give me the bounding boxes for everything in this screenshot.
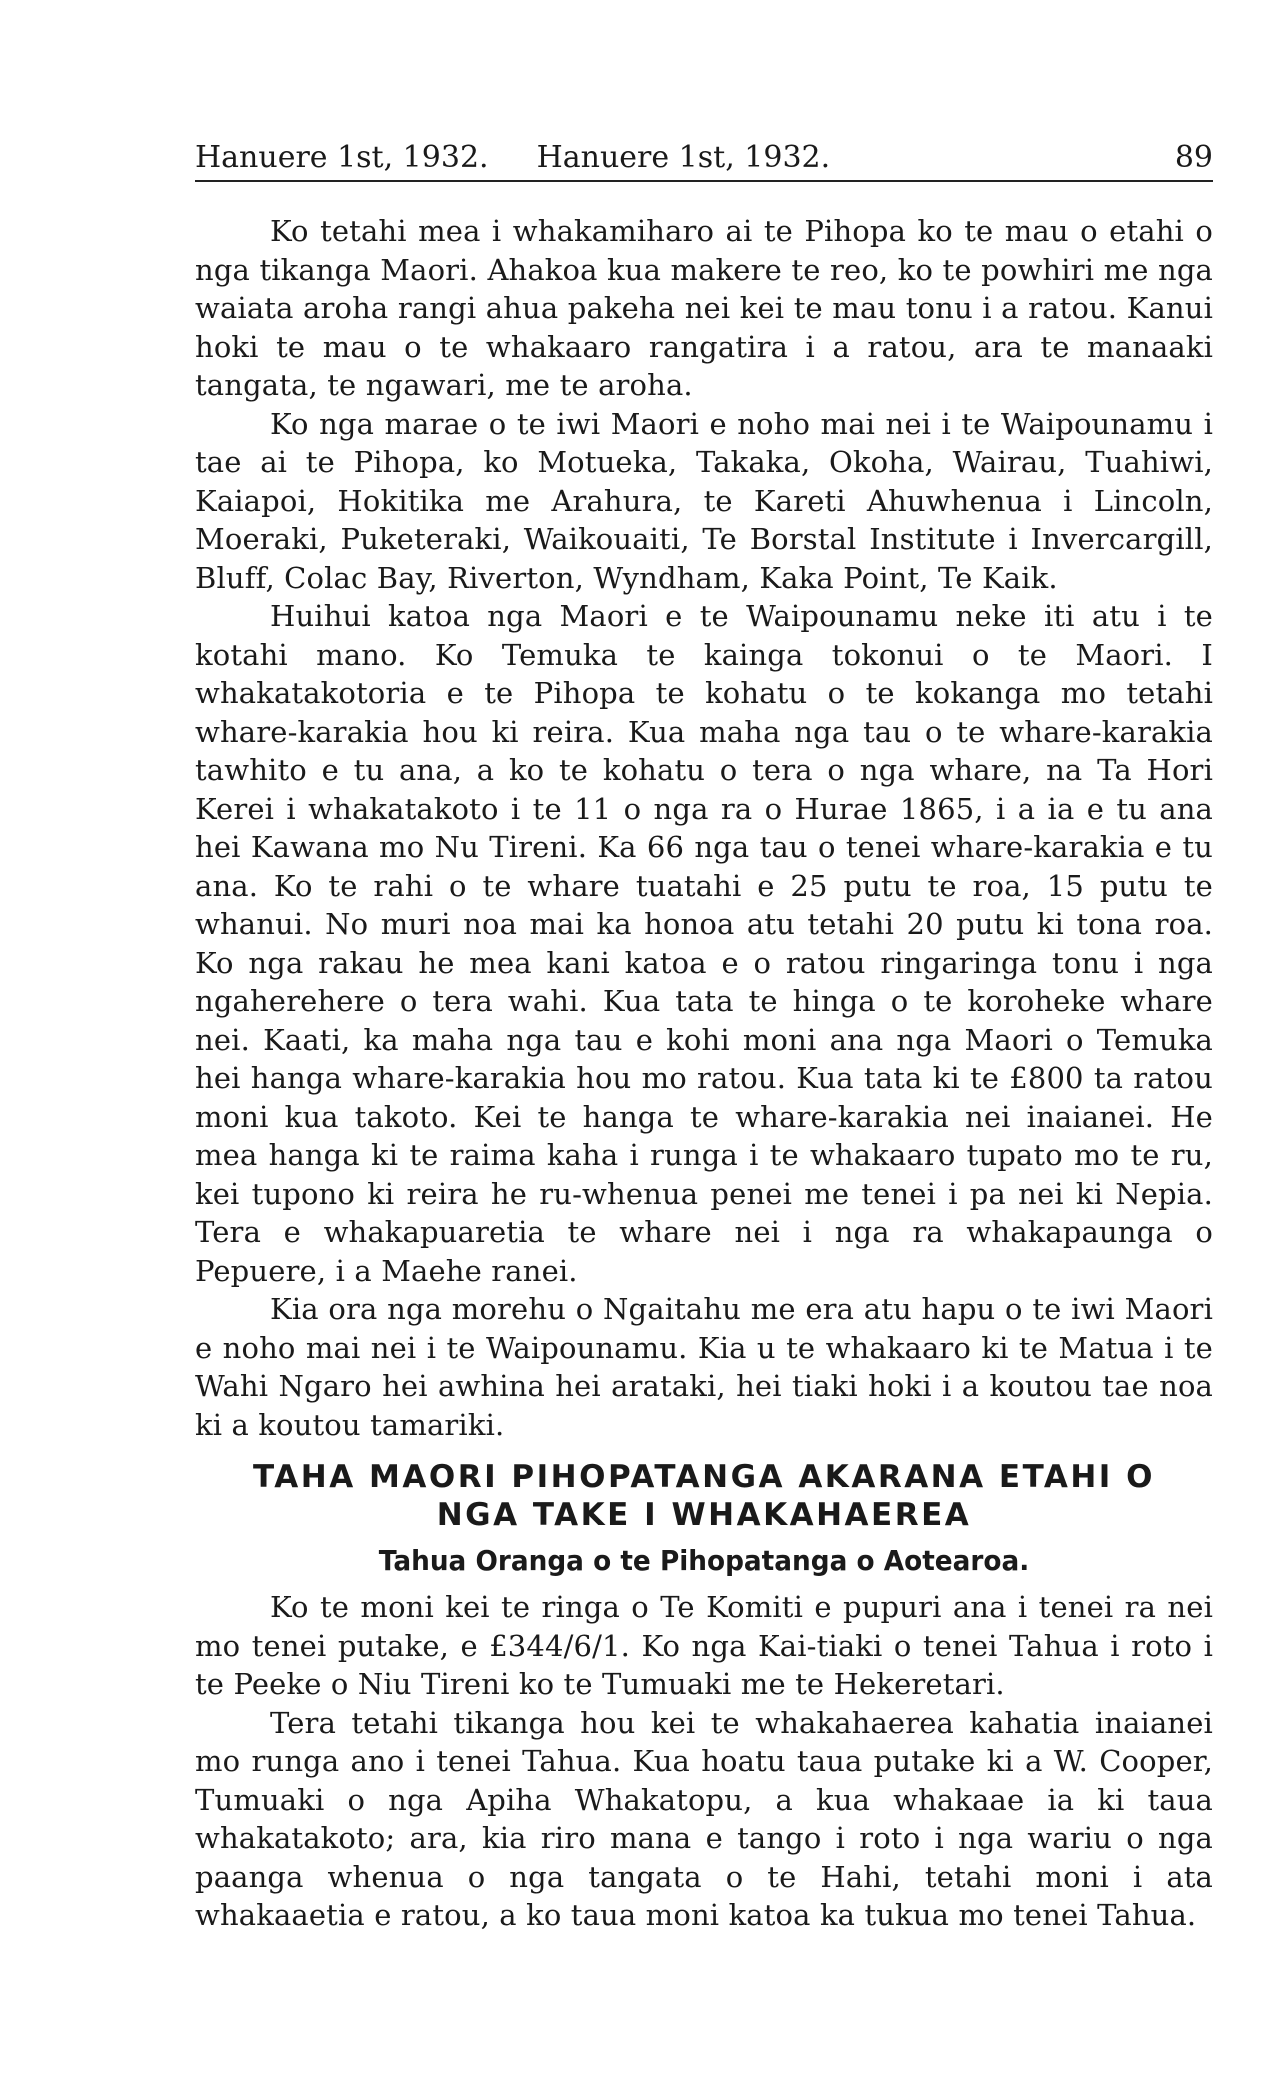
document-page	[195, 140, 1213, 1935]
section-heading	[195, 1458, 1213, 1534]
article-body	[195, 212, 1213, 1935]
running-title-second: Hanuere 1st, 1932.	[536, 140, 831, 175]
section-paragraph-2: Tera tetahi tikanga hou kei te whakahaerea kahatia inaianei mo runga ano i tenei Tahua. Kua hoatu taua putake ki a W. Cooper, Tumuaki o nga Apiha Whakatopu, a kua whakaae ia ki taua whakatakoto; ara, kia riro mana e tango i roto i nga wariu o nga paanga whenua o nga tangata o te Hahi, tetahi moni i ata whakaaetia e ratou, a ko taua moni katoa ka tukua mo tenei Tahua.	[195, 1705, 1213, 1932]
running-title-first: Hanuere 1st, 1932.	[195, 140, 489, 175]
paragraph-4: Kia ora nga morehu o Ngaitahu me era atu hapu o te iwi Maori e noho mai nei i te Waipounamu. Kia u te whakaaro ki te Matua i te Wahi Ngaro hei awhina hei arataki, hei tiaki hoki i a koutou tae noa ki a koutou tamariki.	[195, 1292, 1213, 1442]
section-subheading: Tahua Oranga o te Pihopatanga o Aotearoa.	[378, 1544, 1030, 1577]
running-header	[195, 140, 1213, 182]
paragraph-2: Ko nga marae o te iwi Maori e noho mai nei i te Waipounamu i tae ai te Pihopa, ko Motueka, Takaka, Okoha, Wairau, Tuahiwi, Kaiapoi, Hokitika me Arahura, te Kareti Ahuwhenua i Lincoln, Moeraki, Puketeraki, Waikouaiti, Te Borstal Institute i Invercargill, Bluff, Colac Bay, Riverton, Wyndham, Kaka Point, Te Kaik.	[195, 406, 1213, 595]
section-heading-line1: TAHA MAORI PIHOPATANGA AKARANA ETAHI O	[253, 1459, 1155, 1495]
section-heading-line2: NGA TAKE I WHAKAHAEREA	[436, 1497, 972, 1533]
paragraph-1: Ko tetahi mea i whakamiharo ai te Pihopa ko te mau o etahi o nga tikanga Maori. Ahakoa kua makere te reo, ko te powhiri me nga waiata aroha rangi ahua pakeha nei kei te mau tonu i a ratou. Kanui hoki te mau o te whakaaro rangatira i a ratou, ara te manaaki tangata, te ngawari, me te aroha.	[195, 214, 1213, 402]
page-number: 89	[1174, 140, 1213, 175]
paragraph-3: Huihui katoa nga Maori e te Waipounamu neke iti atu i te kotahi mano. Ko Temuka te kainga tokonui o te Maori. I whakatakotoria e te Pihopa te kohatu o te kokanga mo tetahi whare-karakia hou ki reira. Kua maha nga tau o te whare-karakia tawhito e tu ana, a ko te kohatu o tera o nga whare, na Ta Hori Kerei i whakatakoto i te 11 o nga ra o Hurae 1865, i a ia e tu ana hei Kawana mo Nu Tireni. Ka 66 nga tau o tenei whare-karakia e tu ana. Ko te rahi o te whare tuatahi e 25 putu te roa, 15 putu te whanui. No muri noa mai ka honoa atu tetahi 20 putu ki tona roa. Ko nga rakau he mea kani katoa e o ratou ringaringa tonu i nga ngaherehere o tera wahi. Kua tata te hinga o te koroheke whare nei. Kaati, ka maha nga tau e kohi moni ana nga Maori o Temuka hei hanga whare-karakia hou mo ratou. Kua tata ki te £800 ta ratou moni kua takoto. Kei te hanga te whare-karakia nei inaianei. He mea hanga ki te raima kaha i runga i te whakaaro tupato mo te ru, kei tupono ki reira he ru-whenua penei me tenei i pa nei ki Nepia. Tera e whakapuaretia te whare nei i nga ra whakapaunga o Pepuere, i a Maehe ranei.	[195, 599, 1213, 1288]
section-paragraph-1: Ko te moni kei te ringa o Te Komiti e pupuri ana i tenei ra nei mo tenei putake, e £344/6/1. Ko nga Kai-tiaki o tenei Tahua i roto i te Peeke o Niu Tireni ko te Tumuaki me te Hekeretari.	[195, 1590, 1213, 1701]
running-title	[195, 140, 830, 176]
section-diocesan-fund	[195, 1458, 1213, 1935]
